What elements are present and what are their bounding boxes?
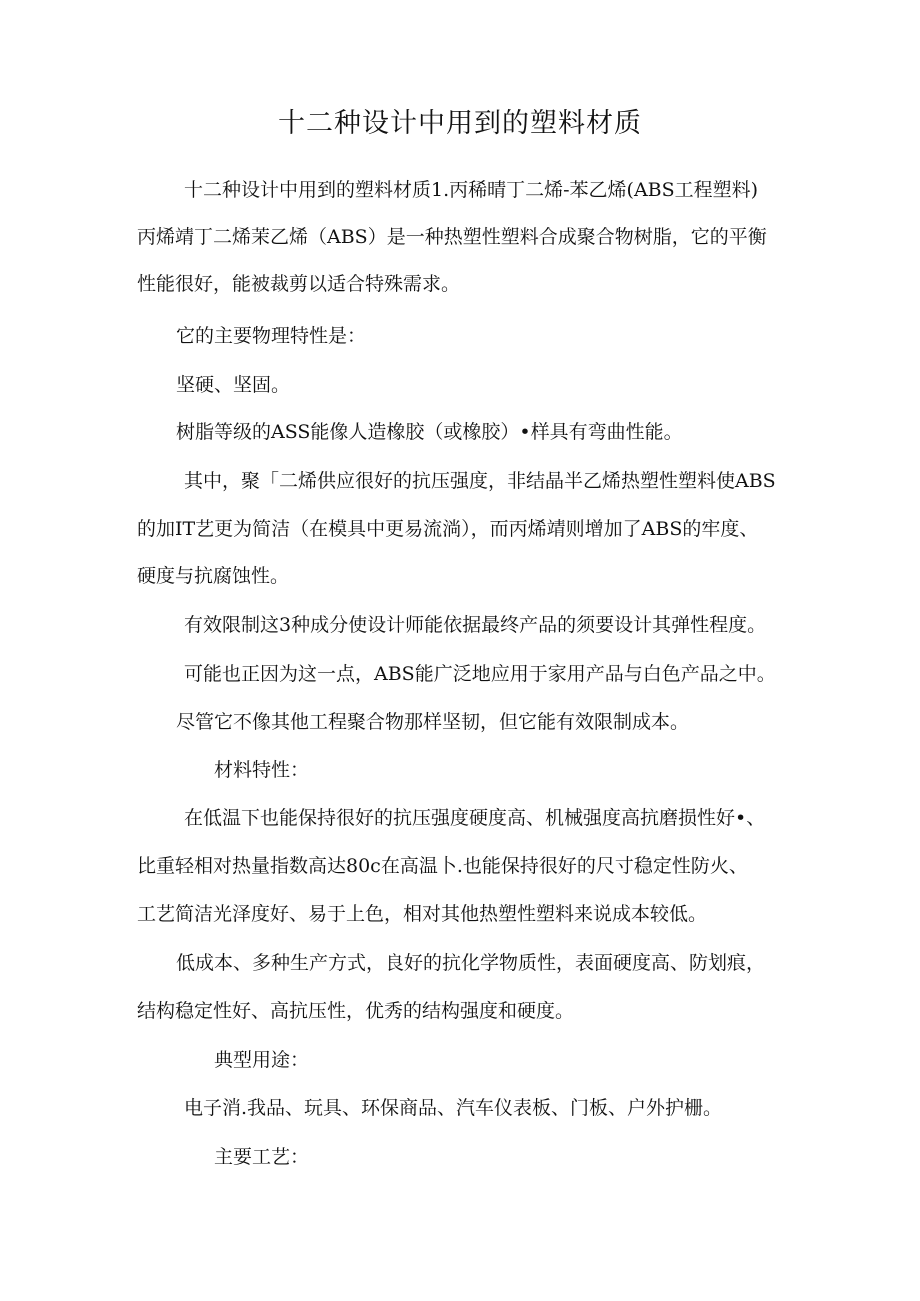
paragraph-line-18: 结构稳定性好、高抗压性，优秀的结构强度和硬度。 — [137, 1000, 575, 1022]
paragraph-line-8: 的加IT艺更为简洁（在模具中更易流淌），而丙烯靖则增加了ABS的牢度、 — [137, 518, 759, 540]
paragraph-line-4: 它的主要物理特性是： — [176, 325, 367, 347]
paragraph-line-12: 尽管它不像其他工程聚合物那样坚韧，但它能有效限制成本。 — [176, 711, 690, 733]
paragraph-line-1: 十二种设计中用到的塑料材质1.丙稀晴丁二烯-苯乙烯(ABS工程塑料) — [184, 179, 759, 201]
paragraph-line-6: 树脂等级的ASS能像人造橡胶（或橡胶）•样具有弯曲性能。 — [176, 421, 683, 443]
paragraph-line-16: 工艺简洁光泽度好、易于上色，相对其他热塑性塑料来说成本较低。 — [137, 903, 708, 925]
paragraph-line-5: 坚硬、坚固。 — [176, 374, 291, 396]
section-heading-main-processes: 主要工艺： — [214, 1146, 310, 1168]
paragraph-line-20: 电子消.我品、玩具、环保商品、汽车仪表板、门板、户外护栅。 — [184, 1097, 723, 1119]
section-heading-material-properties: 材料特性： — [214, 759, 310, 781]
paragraph-line-11: 可能也正因为这一点，ABS能广泛地应用于家用产品与白色产品之中。 — [184, 663, 776, 685]
paragraph-line-10: 有效限制这3种成分使设计师能依据最终产品的须要设计其弹性程度。 — [184, 614, 767, 636]
document-title: 十二种设计中用到的塑料材质 — [278, 108, 642, 139]
section-heading-typical-uses: 典型用途： — [214, 1049, 310, 1071]
paragraph-line-15: 比重轻相对热量指数高达80c在高温卜.也能保持很好的尺寸稳定性防火、 — [137, 855, 748, 877]
paragraph-line-3: 性能很好，能被裁剪以适合特殊需求。 — [137, 273, 461, 295]
paragraph-line-14: 在低温下也能保持很好的抗压强度硬度高、机械强度高抗磨损性好•、 — [184, 807, 766, 829]
paragraph-line-9: 硬度与抗腐蚀性。 — [137, 565, 290, 587]
paragraph-line-17: 低成本、多种生产方式，良好的抗化学物质性，表面硬度高、防划痕， — [176, 952, 766, 974]
paragraph-line-2: 丙烯靖丁二烯茉乙烯（ABS）是一种热塑性塑料合成聚合物树脂，它的平衡 — [137, 226, 767, 248]
paragraph-line-7: 其中，聚「二烯供应很好的抗压强度，非结晶半乙烯热塑性塑料使ABS — [184, 470, 776, 492]
